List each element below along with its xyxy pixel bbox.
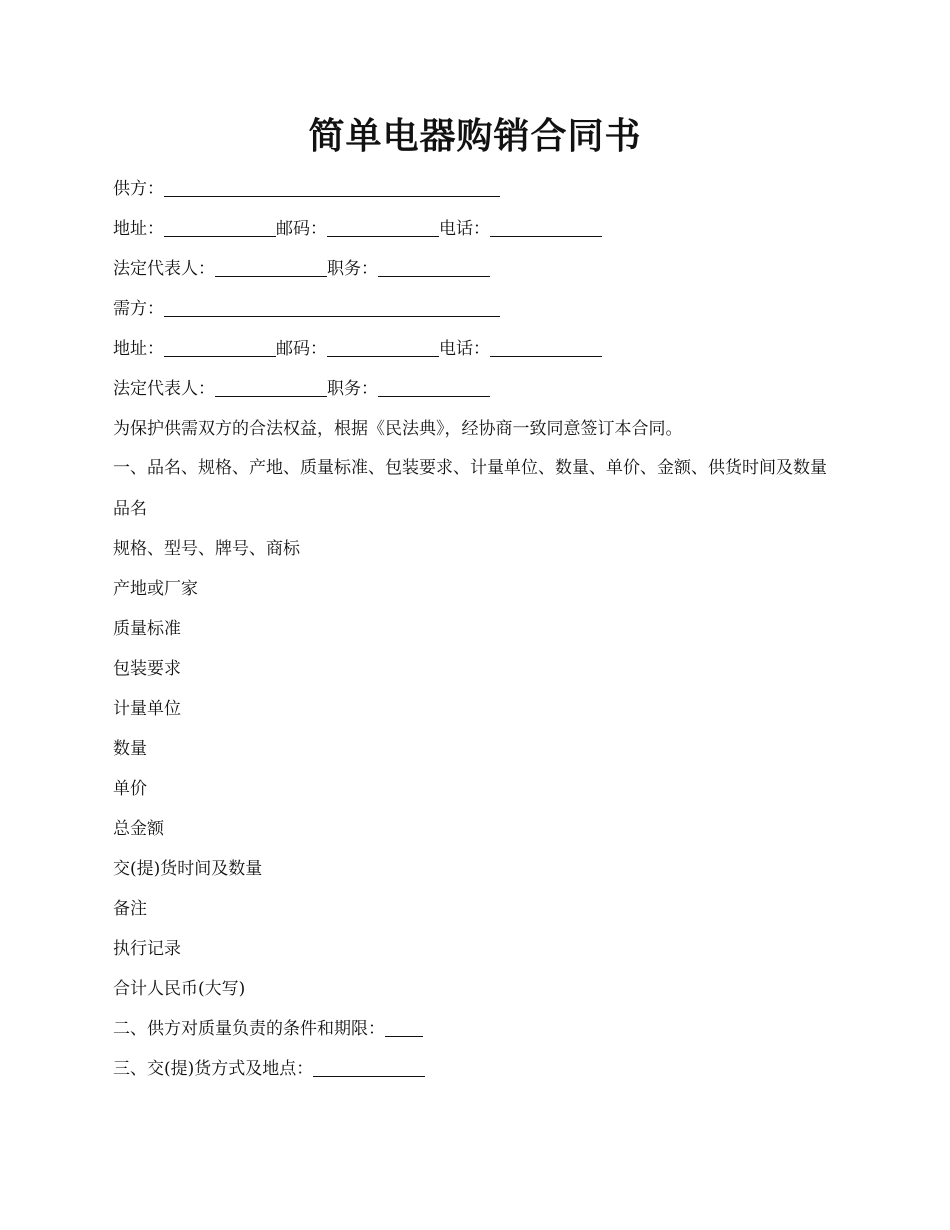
buyer-address-blank (164, 341, 276, 357)
supplier-rep-line (113, 258, 843, 280)
item-quality-standard: 质量标准 (113, 619, 181, 639)
buyer-rep-line (113, 378, 843, 400)
buyer-position-blank (378, 381, 490, 397)
section-1-heading: 一、品名、规格、产地、质量标准、包装要求、计量单位、数量、单价、金额、供货时间及数量 (113, 458, 827, 478)
section-3-blank (313, 1061, 425, 1077)
item-total-rmb: 合计人民币(大写) (113, 979, 246, 999)
item-delivery-time: 交(提)货时间及数量 (113, 859, 263, 879)
section-2-line (113, 1018, 843, 1040)
supplier-line (113, 178, 843, 200)
buyer-contact-line (113, 338, 843, 360)
section-2-blank (385, 1021, 423, 1037)
supplier-rep-label: 法定代表人： (113, 259, 215, 279)
item-unit-price: 单价 (113, 779, 147, 799)
supplier-label: 供方： (113, 179, 164, 199)
supplier-postcode-blank (327, 221, 439, 237)
buyer-rep-blank (215, 381, 327, 397)
supplier-blank (164, 181, 500, 197)
buyer-postcode-blank (327, 341, 439, 357)
item-unit: 计量单位 (113, 699, 181, 719)
supplier-phone-label: 电话： (439, 219, 490, 239)
item-specification: 规格、型号、牌号、商标 (113, 539, 300, 559)
intro-paragraph: 为保护供需双方的合法权益，根据《民法典》，经协商一致同意签订本合同。 (113, 419, 683, 439)
document-body (113, 178, 843, 1098)
buyer-rep-label: 法定代表人： (113, 379, 215, 399)
item-origin: 产地或厂家 (113, 579, 198, 599)
buyer-line (113, 298, 843, 320)
buyer-position-label: 职务： (327, 379, 378, 399)
buyer-address-label: 地址： (113, 339, 164, 359)
section-3-line (113, 1058, 843, 1080)
section-2-text: 二、供方对质量负责的条件和期限： (113, 1019, 385, 1039)
supplier-contact-line (113, 218, 843, 240)
supplier-phone-blank (490, 221, 602, 237)
item-remarks: 备注 (113, 899, 147, 919)
buyer-phone-label: 电话： (439, 339, 490, 359)
item-quantity: 数量 (113, 739, 147, 759)
item-product-name: 品名 (113, 499, 147, 519)
buyer-blank (164, 301, 500, 317)
supplier-address-label: 地址： (113, 219, 164, 239)
item-total-amount: 总金额 (113, 819, 164, 839)
section-3-text: 三、交(提)货方式及地点： (113, 1059, 314, 1079)
document-title: 简单电器购销合同书 (308, 115, 642, 157)
buyer-label: 需方： (113, 299, 164, 319)
supplier-rep-blank (215, 261, 327, 277)
item-execution-record: 执行记录 (113, 939, 181, 959)
buyer-postcode-label: 邮码： (276, 339, 327, 359)
supplier-address-blank (164, 221, 276, 237)
buyer-phone-blank (490, 341, 602, 357)
supplier-position-blank (378, 261, 490, 277)
supplier-postcode-label: 邮码： (276, 219, 327, 239)
item-packaging: 包装要求 (113, 659, 181, 679)
supplier-position-label: 职务： (327, 259, 378, 279)
